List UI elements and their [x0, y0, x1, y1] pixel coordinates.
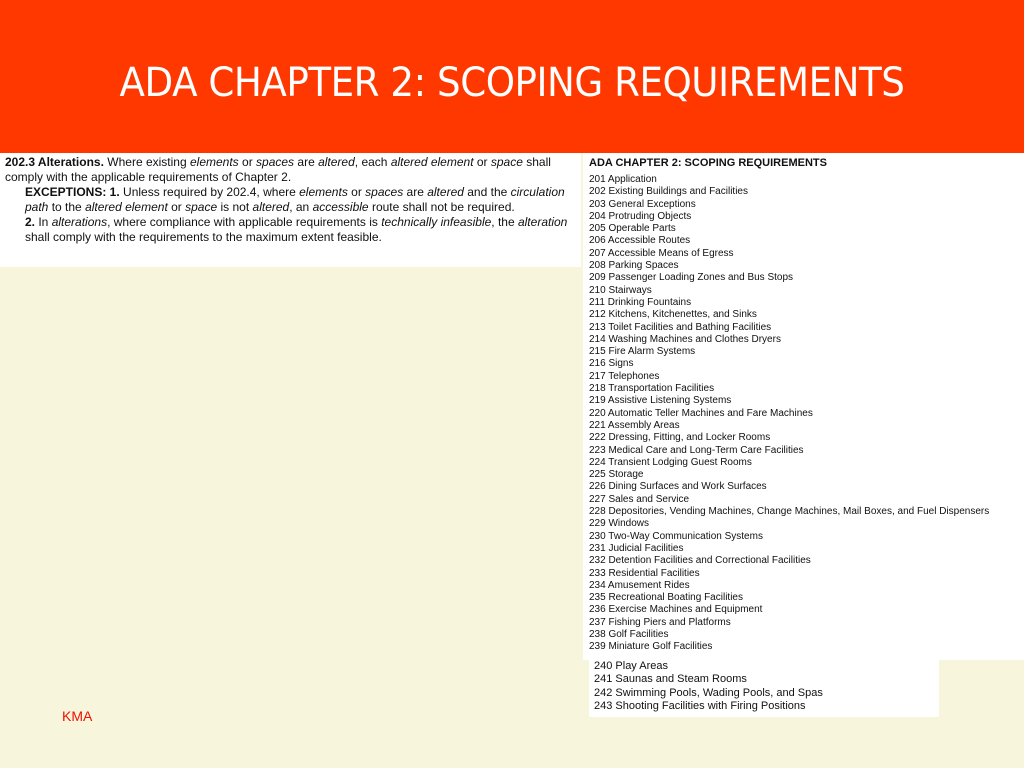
text-run: , the [491, 215, 518, 229]
toc-panel [583, 153, 1024, 660]
text-run: or [347, 185, 366, 199]
text-run: is not [217, 200, 253, 214]
list-item: 223 Medical Care and Long-Term Care Facilities [589, 444, 804, 456]
list-item: 220 Automatic Teller Machines and Fare Machines [589, 407, 813, 419]
defined-term: space [185, 200, 218, 214]
list-item: 221 Assembly Areas [589, 419, 680, 431]
list-item: 201 Application [589, 174, 657, 185]
defined-term: accessible [312, 200, 369, 214]
list-item: 236 Exercise Machines and Equipment [589, 604, 763, 616]
list-item: 213 Toilet Facilities and Bathing Facilities [589, 321, 772, 333]
list-item: 209 Passenger Loading Zones and Bus Stops [589, 272, 794, 284]
defined-term: altered [252, 200, 290, 214]
text-run: or [238, 155, 257, 169]
list-item: 216 Signs [589, 358, 634, 370]
text-run: , an [289, 200, 313, 214]
defined-term: spaces [365, 185, 404, 199]
defined-term: alterations [51, 215, 108, 229]
defined-term: altered element [390, 155, 474, 169]
list-item: 222 Dressing, Fitting, and Locker Rooms [589, 432, 771, 444]
exception-2 [5, 215, 578, 245]
list-item: 208 Parking Spaces [589, 260, 679, 272]
toc-list [589, 174, 1021, 654]
slide-title: ADA CHAPTER 2: SCOPING REQUIREMENTS [119, 60, 905, 106]
list-item: 231 Judicial Facilities [589, 542, 684, 554]
list-item: 235 Recreational Boating Facilities [589, 592, 743, 604]
list-item: 242 Swimming Pools, Wading Pools, and Spas [594, 686, 823, 699]
text-run: Where existing [103, 155, 190, 169]
toc-heading: ADA CHAPTER 2: SCOPING REQUIREMENTS [589, 157, 827, 169]
exception-1 [5, 185, 578, 215]
list-item: 210 Stairways [589, 284, 652, 296]
defined-term: elements [299, 185, 348, 199]
list-item: 230 Two-Way Communication Systems [589, 530, 763, 542]
text-run: shall comply with the requirements to the maximum extent feasible. [25, 230, 382, 244]
list-item: 238 Golf Facilities [589, 628, 669, 640]
title-bar [0, 0, 1024, 153]
text-run: and the [463, 185, 511, 199]
exceptions-label: EXCEPTIONS: 1. [25, 185, 120, 199]
text-run: route shall not be required. [368, 200, 515, 214]
toc-continued-panel [589, 660, 939, 717]
list-item: 205 Operable Parts [589, 223, 676, 235]
list-item: 232 Detention Facilities and Correctional Facilities [589, 555, 811, 567]
list-item: 211 Drinking Fountains [589, 296, 692, 308]
list-item: 241 Saunas and Steam Rooms [594, 673, 747, 686]
defined-term: space [490, 155, 523, 169]
text-run: are [403, 185, 428, 199]
list-item: 203 General Exceptions [589, 198, 696, 210]
defined-term: circulation path [25, 185, 565, 214]
list-item: 225 Storage [589, 469, 644, 481]
text-run: , where compliance with applicable requirements is [107, 215, 382, 229]
footer-label: KMA [62, 708, 93, 724]
text-run: to the [48, 200, 86, 214]
text-run: are [294, 155, 319, 169]
list-item: 217 Telephones [589, 370, 660, 382]
list-item: 229 Windows [589, 518, 650, 530]
list-item: 233 Residential Facilities [589, 567, 700, 579]
list-item: 240 Play Areas [594, 660, 668, 672]
list-item: 228 Depositories, Vending Machines, Change Machines, Mail Boxes, and Fuel Dispensers [589, 506, 990, 518]
alterations-paragraph [5, 155, 578, 185]
list-item: 202 Existing Buildings and Facilities [589, 186, 748, 198]
alterations-excerpt [0, 153, 581, 267]
defined-term: altered [318, 155, 355, 169]
text-run: shall comply with the applicable requirements of Chapter 2. [5, 155, 551, 184]
list-item: 215 Fire Alarm Systems [589, 346, 696, 358]
defined-term: spaces [256, 155, 295, 169]
text-run: , each [354, 155, 391, 169]
list-item: 243 Shooting Facilities with Firing Positions [594, 699, 806, 712]
defined-term: technically infeasible [381, 215, 492, 229]
list-item: 214 Washing Machines and Clothes Dryers [589, 333, 781, 345]
text-run: or [167, 200, 186, 214]
section-number: 202.3 Alterations. [5, 155, 104, 169]
defined-term: altered [427, 185, 464, 199]
toc-continued-list [594, 660, 823, 713]
list-item: 206 Accessible Routes [589, 235, 691, 247]
list-item: 204 Protruding Objects [589, 210, 692, 222]
list-item: 226 Dining Surfaces and Work Surfaces [589, 481, 767, 493]
list-item: 237 Fishing Piers and Platforms [589, 616, 731, 628]
list-item: 227 Sales and Service [589, 493, 690, 505]
list-item: 219 Assistive Listening Systems [589, 395, 732, 407]
list-item: 212 Kitchens, Kitchenettes, and Sinks [589, 309, 757, 321]
list-item: 218 Transportation Facilities [589, 383, 715, 395]
list-item: 224 Transient Lodging Guest Rooms [589, 456, 752, 468]
text-run: In [35, 215, 52, 229]
defined-term: elements [189, 155, 239, 169]
list-item: 207 Accessible Means of Egress [589, 247, 734, 259]
list-item: 239 Miniature Golf Facilities [589, 641, 713, 653]
defined-term: altered element [85, 200, 168, 214]
list-item: 234 Amusement Rides [589, 579, 690, 591]
defined-term: alteration [517, 215, 568, 229]
exception-number: 2. [25, 215, 36, 229]
text-run: or [473, 155, 491, 169]
text-run: Unless required by 202.4, where [119, 185, 300, 199]
alterations-text [5, 155, 578, 245]
